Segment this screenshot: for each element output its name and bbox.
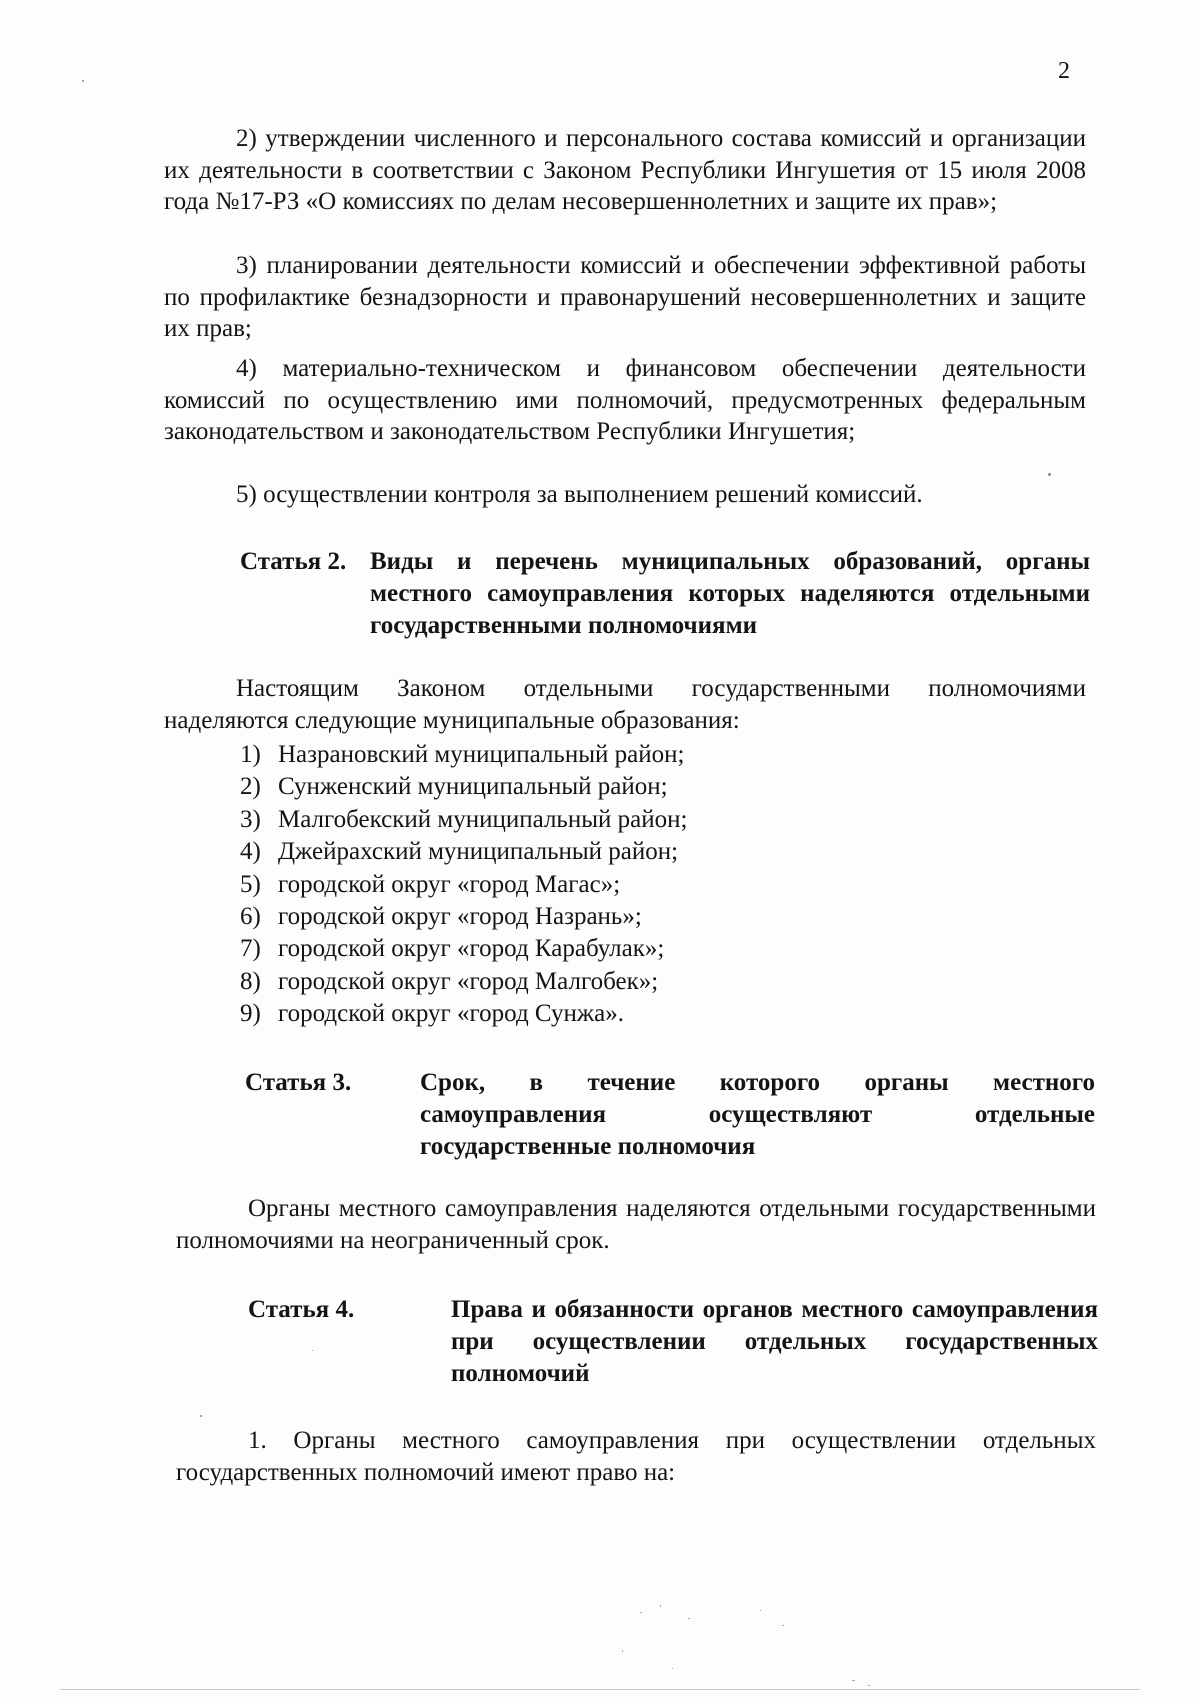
list-item: 8) городской округ «город Малгобек»; [240, 967, 659, 995]
article-2-heading [240, 546, 1090, 646]
article-4-title: Права и обязанности органов местного самоуправления при осуществлении отдельных государственных полномочий [451, 1296, 1098, 1387]
paragraph-item-3: 3) планировании деятельности комиссий и обеспечении эффективной работы по профилактике безнадзорности и правонарушений несовершеннолетних и защите их прав; [164, 252, 1086, 342]
paragraph-item-4: 4) материально-техническом и финансовом обеспечении деятельности комиссий по осуществлению ими полномочий, предусмотренных федеральным законодательством и законодательством Республики Ингушетия; [164, 355, 1086, 445]
article-3-text: Органы местного самоуправления наделяются отдельными государственными полномочиями на неограниченный срок. [176, 1195, 1096, 1254]
article-2-label: Статья 2. [240, 548, 347, 575]
list-item: 2) Сунженский муниципальный район; [240, 773, 668, 801]
paragraph-item-2: 2) утверждении численного и персонального состава комиссий и организации их деятельности в соответствии с Законом Республики Ингушетия от 15 июля 2008 года №17-РЗ «О комиссиях по делам несовершеннолетних и защите их прав»; [164, 125, 1086, 215]
article-4-label: Статья 4. [248, 1296, 355, 1323]
municipality-list [240, 739, 940, 1031]
list-item: 9) городской округ «город Сунжа». [240, 1000, 624, 1028]
article-4-heading [248, 1294, 1098, 1394]
list-item: 4) Джейрахский муниципальный район; [240, 838, 679, 866]
list-item: 5) городской округ «город Магас»; [240, 870, 621, 898]
article-3-label: Статья 3. [245, 1069, 352, 1096]
article-2-intro: Настоящим Законом отдельными государственными полномочиями наделяются следующие муниципальные образования: [164, 675, 1086, 734]
scan-edge-line [60, 1689, 1140, 1690]
list-item: 7) городской округ «город Карабулак»; [240, 935, 665, 963]
list-item: 1) Назрановский муниципальный район; [240, 741, 685, 768]
article-2-title: Виды и перечень муниципальных образований, органы местного самоуправления которых наделяются отдельными государственными полномочиями [370, 548, 1090, 639]
article-4-text: 1. Органы местного самоуправления при осуществлении отдельных государственных полномочий имеют право на: [176, 1427, 1096, 1486]
article-3-title: Срок, в течение которого органы местного самоуправления осуществляют отдельные государственные полномочия [420, 1069, 1095, 1160]
page-number: 2 [1058, 58, 1070, 84]
list-item: 3) Малгобекский муниципальный район; [240, 805, 688, 833]
paragraph-item-5: 5) осуществлении контроля за выполнением решений комиссий. [236, 481, 923, 508]
article-3-heading [245, 1067, 1095, 1167]
list-item: 6) городской округ «город Назрань»; [240, 903, 642, 931]
